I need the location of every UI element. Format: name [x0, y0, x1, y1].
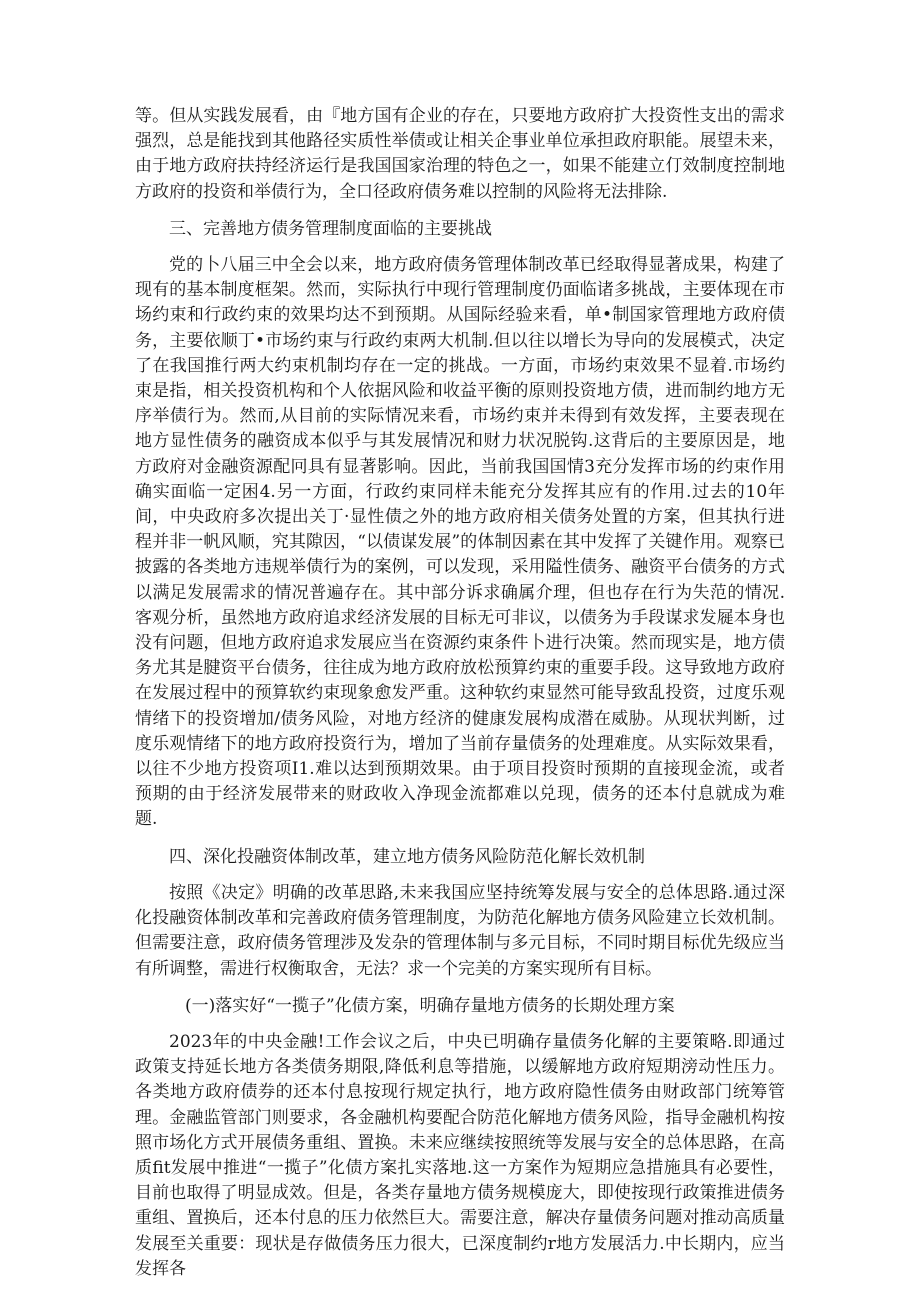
paragraph-reform-approach: 按照《决定》明确的改革思路,未来我国应坚持统筹发展与安全的总体思路.通过深化投融资体制改革和完善政府债务管理制度，为防范化解地方债务风险建立长效机制。但需要注意，政府债务管理涉及发杂的管理体制与多元目标，不同时期目标优先级应当有所调整，需进行权衡取舍，无法？求一个完美的方案实现所有目标。 [135, 882, 785, 979]
paragraph-continuation: 等。但从实践发展看，由『地方国有企业的存在，只要地方政府扩大投资性支出的需求强烈，总是能找到其他路径实质性举债或让相关企事业单位承担政府职能。展望未来，由于地方政府扶持经济运行是我国国家治理的特色之一，如果不能建立仃效制度控制地方政府的投资和举债行为，全口径政府债务难以控制的风险将无法排除. [135, 106, 785, 202]
paragraph-challenges: 党的卜八届三中全会以来，地方政府债务管理体制改革已经取得显著成果，构建了现有的基本制度框架。然而，实际执行中现行管理制度仍面临诸多挑战，主要体现在市场约束和行政约束的效果均达不到预期。从国际经验来看，单•制国家管理地方政府债务，主要依顺丁•市场约束与行政约束两大机制.但以往以增长为导向的发展模式，决定了在我国推行两大约束机制均存在一定的挑战。一方面，市场约束效果不显着.市场约束是指，相关投资机构和个人依据风险和收益平衡的原则投资地方债，进而制约地方无序举债行为。然而,从目前的实际情况来看，市场约束并未得到有效发挥，主要表现在地方显性债务的融资成本似乎与其发展情况和财力状况脱钩.这背后的主要原因是，地方政府对金融资源配冋具有显著影响。因此，当前我国国情3充分发挥市场的约束作用确实面临一定困4.另一方面，行政约束同样未能充分发挥其应有的作用.过去的10年间，中央政府多次提出关丁·显性债之外的地方政府相关债务处置的方案，但其执行进程并非一帆风顺，究其隙因，“以债谋发展”的体制因素在其中发挥了关键作用。观察已披露的各类地方违规举债行为的案例，可以发现，采用隘性债务、融资平台债务的方式以满足发展需求的情况普遍存在。其中部分诉求确属介理，但也存在行为失范的情况.客观分析，虽然地方政府追求经济发展的目标无可非议，以债务为手段谋求发屣本身也没有问题，但地方政府追求发展应当在资源约束条件卜进行决策。然而现实是，地方债务尤其是腱资平台债务，往往成为地方政府放松预算约束的重要手段。这导致地方政府在发展过程中的预算软约束现象愈发严重。这种软约束显然可能导致乱投资，过度乐观情绪下的投资增加/债务风险，对地方经济的健康发展构成潜在威胁。从现状判断，过度乐观情绪下的地方政府投资行为，增加了当前存量债务的处理难度。从实际效果看，以往不少地方投资项I1.难以达到预期效果。由于项目投资时预期的直接现金流，或者预期的由于经济发展带来的财政收入净现金流都难以兑现，债务的还本付息就成为难题. [135, 255, 785, 830]
subsection-heading-4-1: (一)落实好“一揽子”化债方案，明确存量地方债务的长期处理方案 [185, 995, 675, 1016]
section-heading-3: 三、完善地方债务管理制度面临的主要挑战 [169, 218, 492, 239]
section-heading-4: 四、深化投融资体制改革，建立地方债务风险防范化解长效机制 [169, 846, 645, 867]
document-body [135, 104, 785, 1282]
paragraph-debt-plan: 2023年的中央金融!工作会议之后，中央已明确存量债务化解的主要策略.即通过政策支持延长地方各类债务期限,降低利息等措施，以缓解地方政府短期滂动性压力。各类地方政府债券的还本付息按现行规定执行，地方政府隐性债务由财政部门统筹管理。金融监管部门则要求，各金融机构要配合防范化解地方债务风险，指导金融机构按照市场化方式开展债务重组、置换。未来应继续按照统等发展与安全的总体思路，在高质fit发展中推进“一揽子”化债方案扎实落地.这一方案作为短期应急措施具有必要性，目前也取得了明显成效。但是，各类存量地方债务规模庞大，即使按现行政策推进债务重组、置换后，还本付息的压力依然巨大。需要注意，解决存量债务问题对推动高质量发展至关重要：现状是存做债务压力很大，已深度制约r地方发展活力.中长期内，应当发挥各 [135, 1031, 785, 1279]
